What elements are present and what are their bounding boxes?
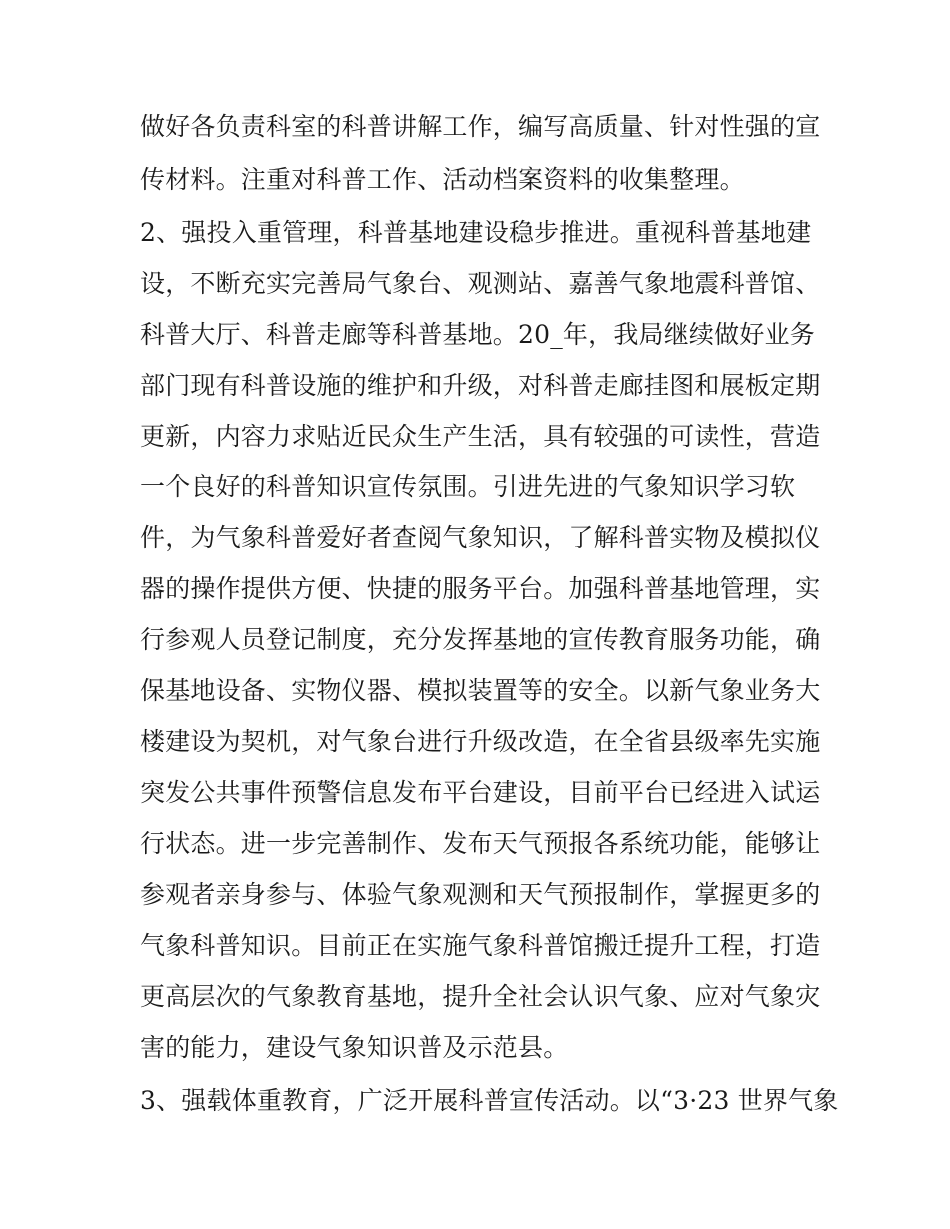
text-line: 行参观人员登记制度，充分发挥基地的宣传教育服务功能，确 [140, 625, 821, 654]
text-line: 更高层次的气象教育基地，提升全社会认识气象、应对气象灾 [140, 982, 821, 1011]
text-line: 部门现有科普设施的维护和升级，对科普走廊挂图和展板定期 [140, 371, 821, 400]
text-line: 害的能力，建设气象知识普及示范县。 [140, 1033, 569, 1062]
text-line: 气象科普知识。目前正在实施气象科普馆搬迁提升工程，打造 [140, 931, 821, 960]
text-line: 突发公共事件预警信息发布平台建设，目前平台已经进入试运 [140, 778, 821, 807]
text-line: 件，为气象科普爱好者查阅气象知识，了解科普实物及模拟仪 [140, 523, 821, 552]
text-line: 楼建设为契机，对气象台进行升级改造，在全省县级率先实施 [140, 727, 821, 756]
text-line: 设，不断充实完善局气象台、观测站、嘉善气象地震科普馆、 [140, 269, 821, 298]
text-line: 传材料。注重对科普工作、活动档案资料的收集整理。 [140, 165, 745, 194]
text-line: 更新，内容力求贴近民众生产生活，具有较强的可读性，营造 [140, 422, 821, 451]
text-line: 科普大厅、科普走廊等科普基地。20_年，我局继续做好业务 [140, 320, 815, 349]
text-line: 行状态。进一步完善制作、发布天气预报各系统功能，能够让 [140, 829, 821, 858]
text-line: 2、强投入重管理，科普基地建设稳步推进。重视科普基地建 [140, 218, 812, 247]
text-line: 器的操作提供方便、快捷的服务平台。加强科普基地管理，实 [140, 574, 821, 603]
text-line: 参观者亲身参与、体验气象观测和天气预报制作，掌握更多的 [140, 880, 821, 909]
text-line: 一个良好的科普知识宣传氛围。引进先进的气象知识学习软 [140, 472, 796, 501]
text-line: 做好各负责科室的科普讲解工作，编写高质量、针对性强的宣 [140, 112, 821, 141]
text-line: 3、强载体重教育，广泛开展科普宣传活动。以“3·23 世界气象 [140, 1086, 839, 1115]
text-line: 保基地设备、实物仪器、模拟装置等的安全。以新气象业务大 [140, 676, 821, 705]
